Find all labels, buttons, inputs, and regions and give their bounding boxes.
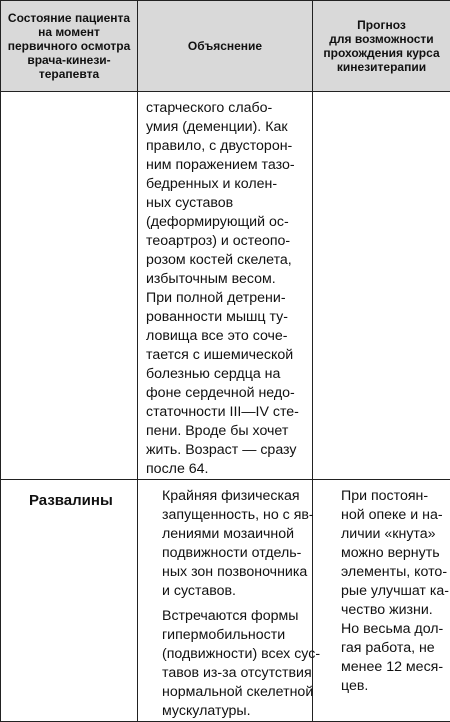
prognosis-text [313,92,450,99]
text-line: гая работа, не [325,639,446,658]
text-line: розом костей скелета, [146,251,306,270]
explanation-cell [138,92,313,480]
text-line: ним поражением тазо- [146,156,306,175]
text-line: При постоян- [325,487,446,506]
header-line: Прогноз [317,18,446,32]
text-line: цев. [325,677,446,696]
text-line: пени. Вроде бы хочет [146,422,306,441]
text-line: (деформирующий ос- [146,213,306,232]
paragraph [146,607,306,721]
text-line: гипермобильности [146,626,306,645]
text-line: ной опеке и на- [325,506,446,525]
state-label [1,92,137,103]
text-line: жить. Возраст — сразу [146,441,306,460]
text-line: теоартроз) и остеопо- [146,232,306,251]
state-label: Развалины [1,480,137,510]
header-line: врача-кинези- [5,53,133,67]
text-line: избыточным весом. [146,270,306,289]
prognosis-cell [313,480,450,722]
text-line: болезнью сердца на [146,365,306,384]
header-line: терапевта [5,67,133,81]
header-line: Объяснение [142,39,308,53]
prognosis-text [313,480,450,696]
header-line: на момент [5,25,133,39]
text-line: нормальной скелетной [146,683,306,702]
text-line: Крайняя физическая [146,487,306,506]
text-line: рые улучшат ка- [325,582,446,601]
header-patient-state [1,1,138,92]
state-cell [1,92,138,480]
state-cell [1,480,138,722]
header-explanation [138,1,313,92]
header-line: кинезитерапии [317,60,446,74]
text-line: чество жизни. [325,601,446,620]
text-line: старческого слабо- [146,99,306,118]
explanation-text [138,480,312,721]
text-line: и суставов. [146,582,306,601]
text-line: При полной детрени- [146,289,306,308]
table-row [1,92,450,480]
prognosis-cell [313,92,450,480]
text-line: ных зон позвоночника [146,563,306,582]
text-line: элементы, кото- [325,563,446,582]
text-line: тавов из-за отсутствия [146,664,306,683]
text-line: статочности III—IV сте- [146,403,306,422]
text-line: менее 12 меся- [325,658,446,677]
text-line: мускулатуры. [146,702,306,721]
table-header-row [1,1,450,92]
text-line: умия (деменции). Как [146,118,306,137]
text-line: фоне сердечной недо- [146,384,306,403]
text-line: после 64. [146,460,306,479]
text-line: правило, с двусторон- [146,137,306,156]
text-line: подвижности отдель- [146,544,306,563]
header-line: Состояние пациента [5,11,133,25]
header-line: прохождения курса [317,46,446,60]
text-line: ловища все это соче- [146,327,306,346]
text-line: (подвижности) всех сус- [146,645,306,664]
text-line: запущенность, но с яв- [146,506,306,525]
paragraph [146,487,306,601]
paragraph [146,99,306,479]
text-line: тается с ишемической [146,346,306,365]
header-line: первичного осмотра [5,39,133,53]
text-line: Встречаются формы [146,607,306,626]
table-row [1,480,450,722]
text-line: Но весьма дол- [325,620,446,639]
text-line: можно вернуть [325,544,446,563]
paragraph [325,487,446,696]
text-line: лениями мозаичной [146,525,306,544]
explanation-cell [138,480,313,722]
text-line: личии «кнута» [325,525,446,544]
explanation-text [138,92,312,479]
header-line: для возможности [317,32,446,46]
text-line: бедренных и колен- [146,175,306,194]
header-prognosis [313,1,450,92]
text-line: рованности мышц ту- [146,308,306,327]
text-line: ных суставов [146,194,306,213]
